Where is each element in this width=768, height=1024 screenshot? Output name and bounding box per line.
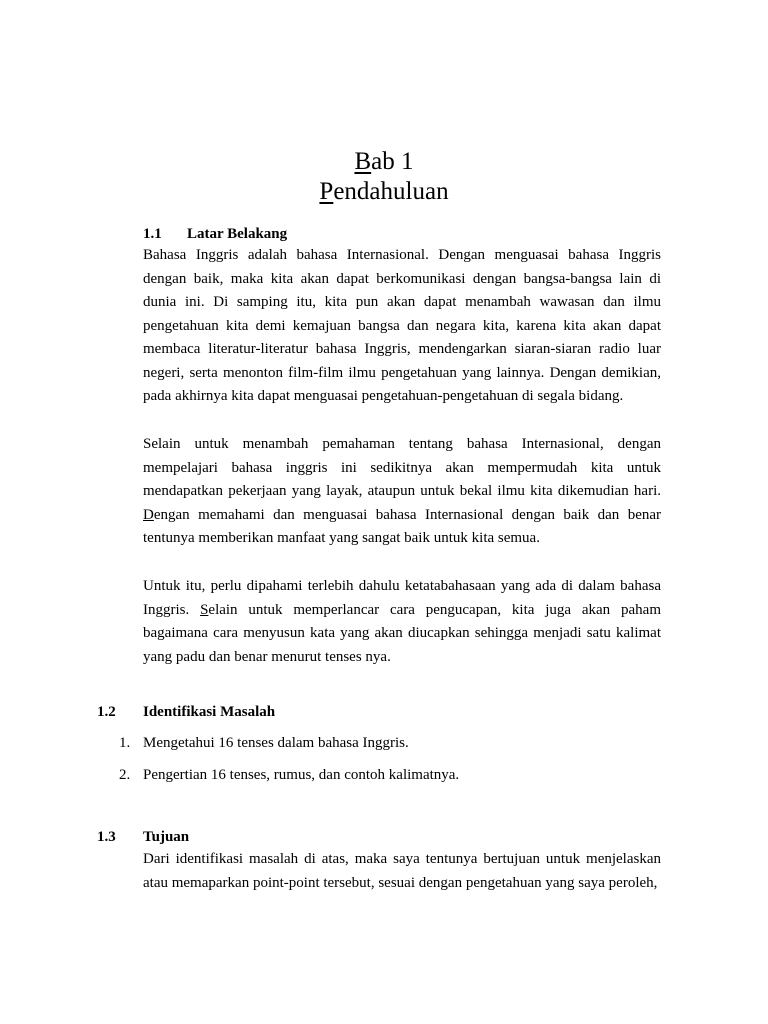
section-title: Latar Belakang bbox=[187, 226, 288, 242]
section-title: Identifikasi Masalah bbox=[143, 704, 276, 720]
section-title: Tujuan bbox=[143, 829, 190, 845]
paragraph-latar-belakang-3: Untuk itu, perlu dipahami terlebih dahulu ketatabahasaan yang ada di dalam bahasa Inggris. Selain untuk memperlancar cara pengucapan, kita juga akan paham bagaimana cara menyusun kata yang akan diucapkan sehingga menjadi satu kalimat yang padu dan benar menurut tenses nya. bbox=[143, 578, 661, 665]
paragraph-latar-belakang-1: Bahasa Inggris adalah bahasa Internasional. Dengan menguasai bahasa Inggris dengan baik, maka kita akan dapat berkomunikasi dengan bangsa-bangsa lain di dunia ini. Di samping itu, kita pun akan dapat menambah wawasan dan ilmu pengetahuan kita demi kemajuan bangsa dan negara kita, karena kita akan dapat membaca literatur-literatur bahasa Inggris, mendengarkan siaran-siaran radio luar negeri, serta menonton film-film ilmu pengetahuan yang lainnya. Dengan demikian, pada akhirnya kita dapat menguasai pengetahuan-pengetahuan di segala bidang. bbox=[143, 247, 661, 404]
chapter-title bbox=[0, 177, 768, 207]
list-item-text: Pengertian 16 tenses, rumus, dan contoh kalimatnya. bbox=[143, 767, 460, 783]
list-item-number: 2. bbox=[119, 767, 131, 783]
paragraph-tujuan: Dari identifikasi masalah di atas, maka saya tentunya bertujuan untuk menjelaskan atau memaparkan point-point tersebut, sesuai dengan pengetahuan yang saya peroleh, bbox=[143, 851, 661, 891]
section-number: 1.3 bbox=[97, 829, 116, 845]
chapter-heading-initial: B bbox=[354, 148, 372, 175]
section-number: 1.1 bbox=[143, 226, 162, 242]
chapter-heading-rest: ab 1 bbox=[371, 148, 414, 175]
list-item-number: 1. bbox=[119, 735, 131, 751]
chapter-title-initial: P bbox=[319, 178, 334, 205]
section-number: 1.2 bbox=[97, 704, 116, 720]
chapter-heading bbox=[0, 147, 768, 177]
paragraph-latar-belakang-2: Selain untuk menambah pemahaman tentang bahasa Internasional, dengan mempelajari bahasa inggris ini sedikitnya akan mempermudah kita untuk mendapatkan pekerjaan yang layak, ataupun untuk bekal ilmu kita dikemudian hari. Dengan memahami dan menguasai bahasa Internasional dengan baik dan benar tentunya memberikan manfaat yang sangat baik untuk kita semua. bbox=[143, 436, 661, 546]
chapter-title-rest: endahuluan bbox=[333, 178, 449, 205]
list-item-text: Mengetahui 16 tenses dalam bahasa Inggris. bbox=[143, 735, 409, 751]
